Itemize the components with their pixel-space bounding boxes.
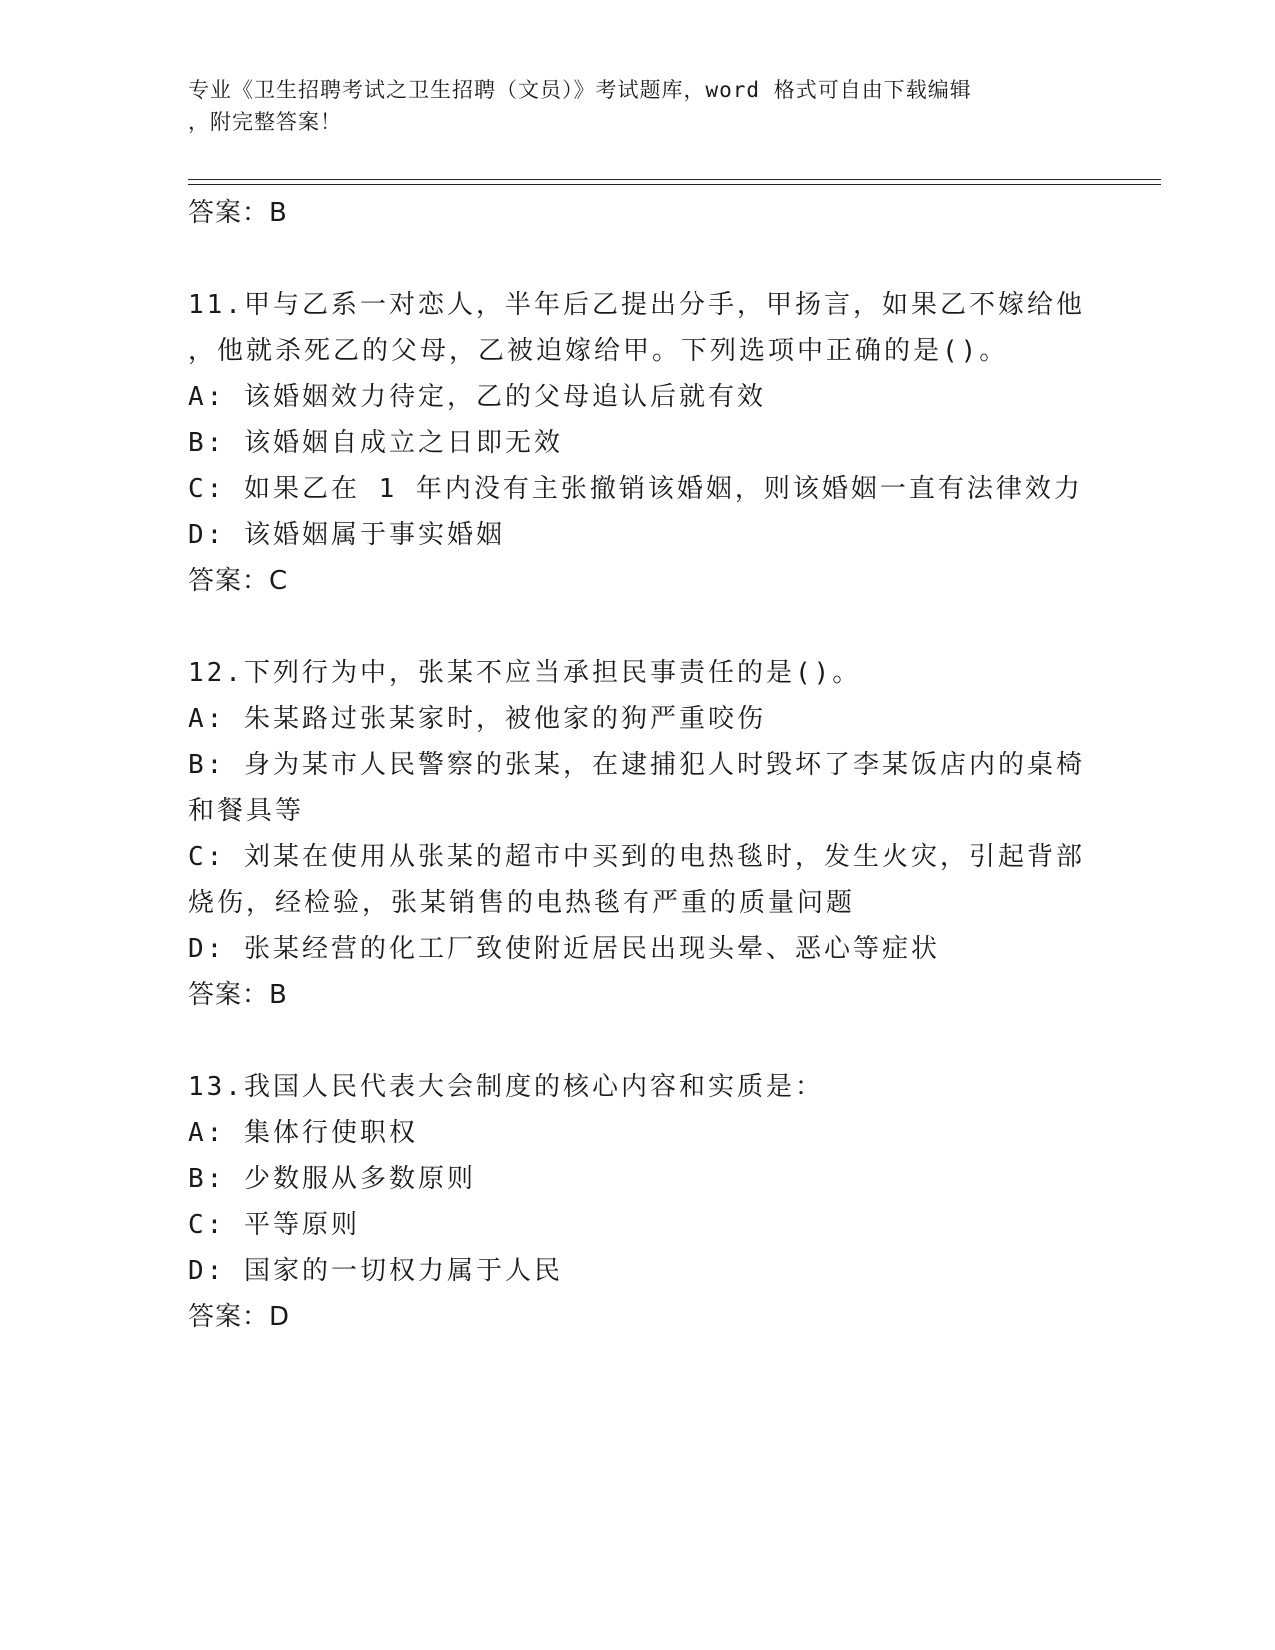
option-b: B: 身为某市人民警察的张某，在逮捕犯人时毁坏了李某饭店内的桌椅 <box>188 750 1085 780</box>
question-13 <box>188 1064 1088 1340</box>
previous-answer: 答案：B <box>188 198 288 228</box>
header-rule-bottom <box>188 184 1161 185</box>
option-c: C: 如果乙在 1 年内没有主张撤销该婚姻，则该婚姻一直有法律效力 <box>188 474 1083 504</box>
header-rule-top <box>188 179 1161 180</box>
option-a: A: 集体行使职权 <box>188 1118 418 1148</box>
answer: 答案：C <box>188 566 289 596</box>
question-stem-line: ，他就杀死乙的父母，乙被迫嫁给甲。下列选项中正确的是()。 <box>188 336 1009 366</box>
header-line-1: 专业《卫生招聘考试之卫生招聘（文员）》考试题库，word 格式可自由下载编辑 <box>188 78 972 102</box>
option-c: C: 平等原则 <box>188 1210 360 1240</box>
question-stem-line: 11.甲与乙系一对恋人，半年后乙提出分手，甲扬言，如果乙不嫁给他 <box>188 290 1085 320</box>
question-stem-line: 13.我国人民代表大会制度的核心内容和实质是： <box>188 1072 824 1102</box>
option-a: A: 朱某路过张某家时，被他家的狗严重咬伤 <box>188 704 766 734</box>
header-line-2: ，附完整答案！ <box>188 110 342 134</box>
option-b: B: 该婚姻自成立之日即无效 <box>188 428 563 458</box>
answer: 答案：B <box>188 980 288 1010</box>
question-11 <box>188 282 1088 604</box>
question-stem-line: 12.下列行为中，张某不应当承担民事责任的是()。 <box>188 658 862 688</box>
answer: 答案：D <box>188 1302 291 1332</box>
option-b: B: 少数服从多数原则 <box>188 1164 476 1194</box>
option-d: D: 张某经营的化工厂致使附近居民出现头晕、恶心等症状 <box>188 934 940 964</box>
question-list <box>188 190 1088 1340</box>
document-header <box>188 74 1068 138</box>
option-a: A: 该婚姻效力待定，乙的父母追认后就有效 <box>188 382 766 412</box>
option-c-continued: 烧伤，经检验，张某销售的电热毯有严重的质量问题 <box>188 888 856 918</box>
question-12 <box>188 650 1088 1018</box>
option-c: C: 刘某在使用从张某的超市中买到的电热毯时，发生火灾，引起背部 <box>188 842 1085 872</box>
option-d: D: 该婚姻属于事实婚姻 <box>188 520 505 550</box>
option-b-continued: 和餐具等 <box>188 796 305 826</box>
option-d: D: 国家的一切权力属于人民 <box>188 1256 563 1286</box>
